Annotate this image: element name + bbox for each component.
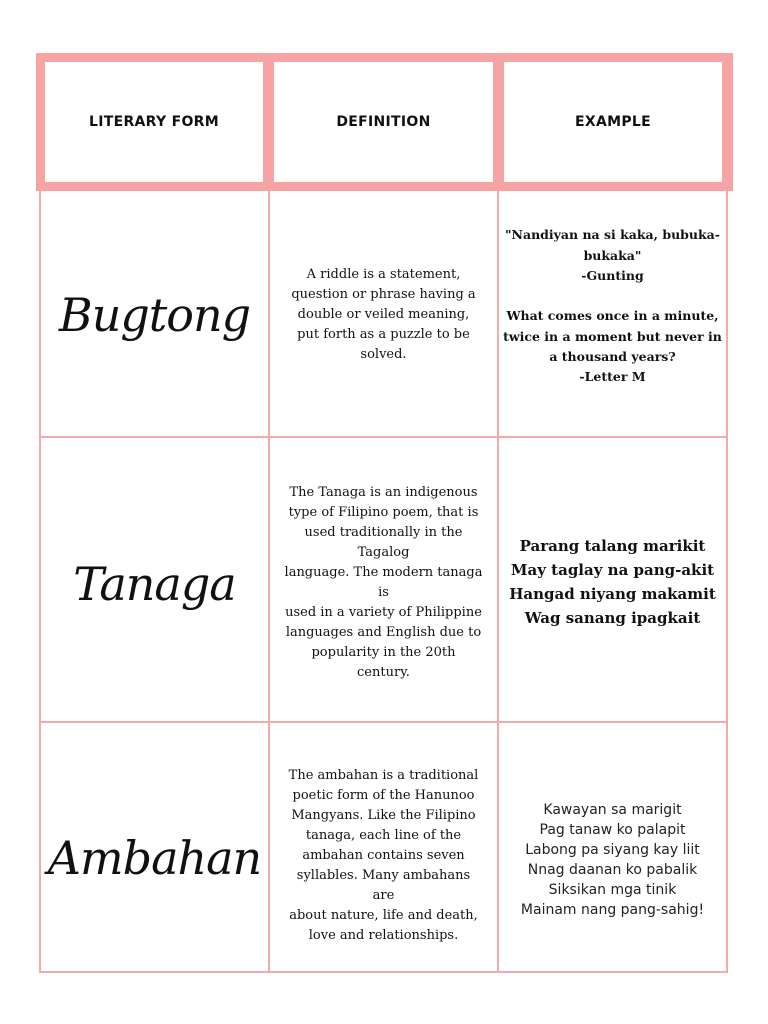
definition-line: The Tanaga is an indigenous — [289, 484, 478, 500]
definition-line: put forth as a puzzle to be — [297, 326, 470, 342]
example-line: What comes once in a minute, — [506, 308, 719, 324]
definition-line: love and relationships. — [308, 928, 459, 943]
definition-line: about nature, life and death, — [289, 908, 478, 923]
example-line: twice in a moment but never in — [503, 328, 722, 344]
example-line — [503, 286, 722, 306]
header-definition: DEFINITION — [274, 62, 493, 182]
example-line: Hangad niyang makamit — [509, 584, 716, 603]
form-name: Tanaga — [73, 556, 236, 611]
header-literary-form: LITERARY FORM — [45, 62, 263, 182]
example-cell — [499, 723, 726, 971]
definition-line: ambahan contains seven — [302, 848, 465, 863]
example-line: Kawayan sa marigit — [543, 802, 682, 818]
definition-cell — [270, 723, 497, 971]
definition-line: Mangyans. Like the Filipino — [291, 808, 476, 823]
example-line: Parang talang marikit — [519, 536, 706, 555]
example-line: -Letter M — [579, 369, 646, 385]
table-header — [36, 53, 733, 191]
definition-line: syllables. Many ambahans are — [296, 868, 471, 903]
definition-line: tanaga, each line of the — [305, 828, 462, 843]
definition-line: used traditionally in the Tagalog — [304, 524, 463, 560]
definition-line: double or veiled meaning, — [297, 306, 470, 322]
example-cell — [499, 438, 726, 721]
table-border-right — [726, 191, 728, 973]
definition-line: question or phrase having a — [291, 286, 476, 302]
table-border-bottom — [39, 971, 728, 973]
example-line: "Nandiyan na si kaka, bubuka- — [505, 227, 720, 243]
header-example: EXAMPLE — [504, 62, 722, 182]
example-line: -Gunting — [581, 268, 644, 284]
example-line: May taglay na pang-akit — [510, 560, 715, 579]
definition-line: language. The modern tanaga is — [284, 564, 483, 600]
definition-line: popularity in the 20th century. — [311, 644, 456, 680]
definition-line: The ambahan is a traditional — [288, 768, 479, 783]
definition-cell — [270, 438, 497, 721]
form-name: Ambahan — [47, 831, 262, 885]
example-line: Pag tanaw ko palapit — [539, 822, 686, 838]
example-line: bukaka" — [583, 247, 642, 263]
definition-line: A riddle is a statement, — [306, 266, 461, 282]
definition-line: solved. — [360, 346, 407, 362]
definition-line: languages and English due to — [285, 624, 482, 640]
example-line: Labong pa siyang kay liit — [525, 842, 700, 858]
example-line: Nnag daanan ko pabalik — [527, 862, 698, 878]
definition-cell — [270, 193, 497, 436]
example-line: Mainam nang pang-sahig! — [520, 902, 705, 918]
definition-line: poetic form of the Hanunoo — [292, 788, 475, 803]
definition-line: type of Filipino poem, that is — [288, 504, 479, 520]
example-line: a thousand years? — [549, 348, 676, 364]
form-name: Bugtong — [58, 287, 251, 342]
example-line: Wag sanang ipagkait — [524, 608, 701, 627]
example-line: Siksikan mga tinik — [548, 882, 677, 898]
example-cell — [499, 193, 726, 436]
definition-line: used in a variety of Philippine — [285, 604, 482, 620]
